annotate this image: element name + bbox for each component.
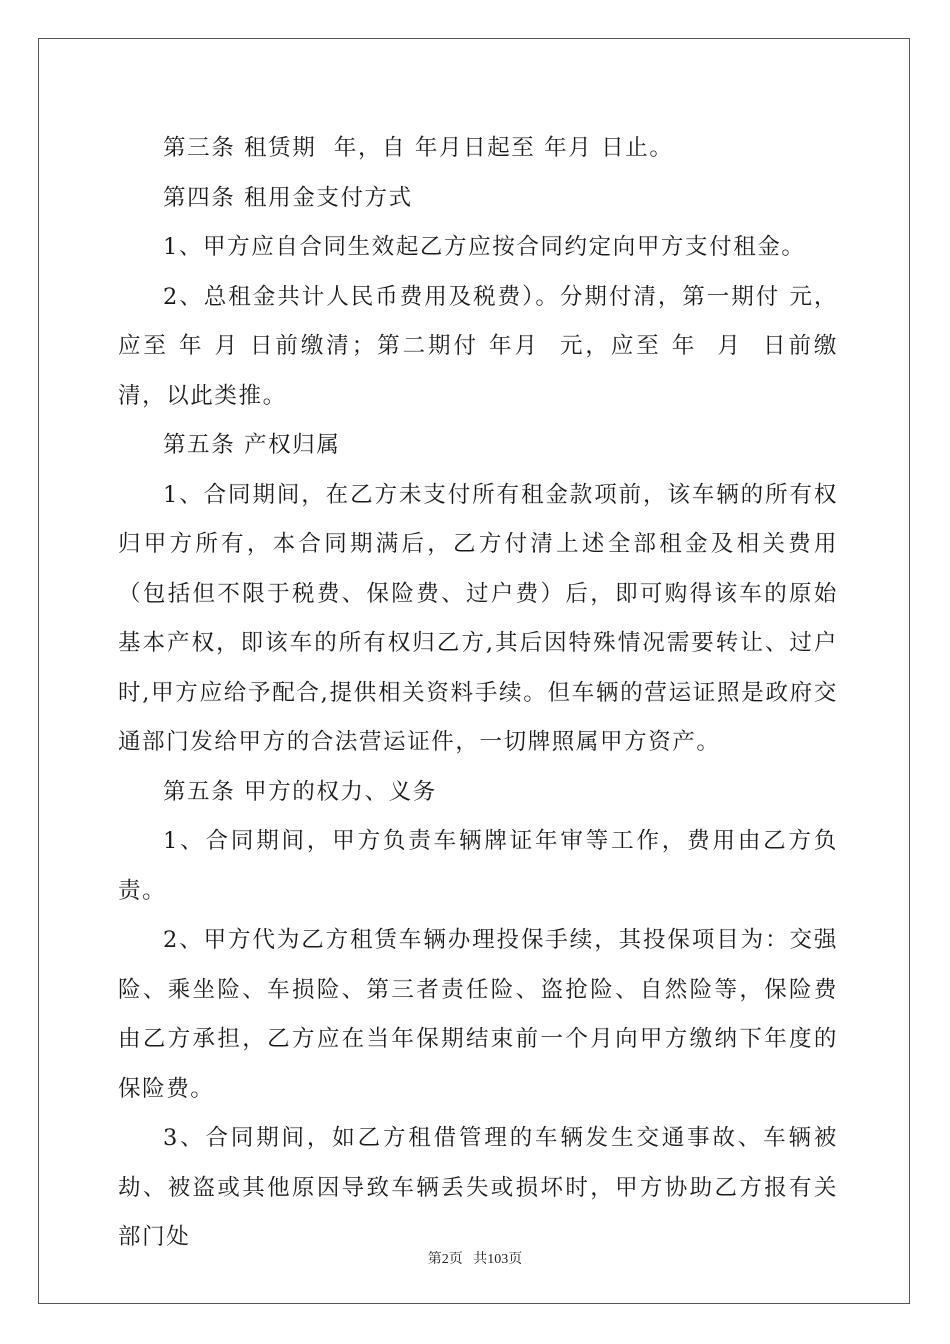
clause-5b-item-1: 1、合同期间，甲方负责车辆牌证年审等工作，费用由乙方负责。: [118, 828, 838, 904]
page-number: 第2页: [427, 1252, 463, 1267]
page-total: 共103页: [473, 1252, 523, 1267]
clause-5-item-1: 1、合同期间，在乙方未支付所有租金款项前，该车辆的所有权归甲方所有，本合同期满后，乙方付清上述全部租金及相关费用（包括但不限于税费、保险费、过户费）后，即可购得该车的原始基本产权，即该车的所有权归乙方,其后因特殊情况需要转让、过户时,甲方应给予配合,提供相关资料手续。但车辆的营运证照是政府交通部门发给甲方的合法营运证件，一切牌照属甲方资产。: [118, 481, 838, 755]
document-body: [118, 124, 838, 1263]
clause-4-item-2: 2、总租金共计人民币费用及税费）。分期付清，第一期付 元，应至 年 月 日前缴清；第二期付 年月 元，应至 年 月 日前缴清，以此类推。: [118, 283, 838, 409]
clause-5b-item-2: 2、甲方代为乙方租赁车辆办理投保手续，其投保项目为：交强险、乘坐险、车损险、第三者责任险、盗抢险、自然险等，保险费由乙方承担，乙方应在当年保期结束前一个月向甲方缴纳下年度的保险费。: [118, 927, 838, 1102]
page-footer: [0, 1248, 950, 1268]
clause-4-heading: 第四条 租用金支付方式: [163, 184, 413, 211]
clause-5b-heading: 第五条 甲方的权力、义务: [163, 778, 437, 805]
clause-5b-item-3: 3、合同期间，如乙方租借管理的车辆发生交通事故、车辆被劫、被盗或其他原因导致车辆丢失或损坏时，甲方协助乙方报有关部门处: [118, 1125, 838, 1250]
clause-4-item-1: 1、甲方应自合同生效起乙方应按合同约定向甲方支付租金。: [163, 234, 806, 260]
clause-5-heading: 第五条 产权归属: [163, 432, 341, 458]
clause-3-term: 第三条 租赁期 年，自 年月日起至 年月 日止。: [163, 135, 674, 161]
